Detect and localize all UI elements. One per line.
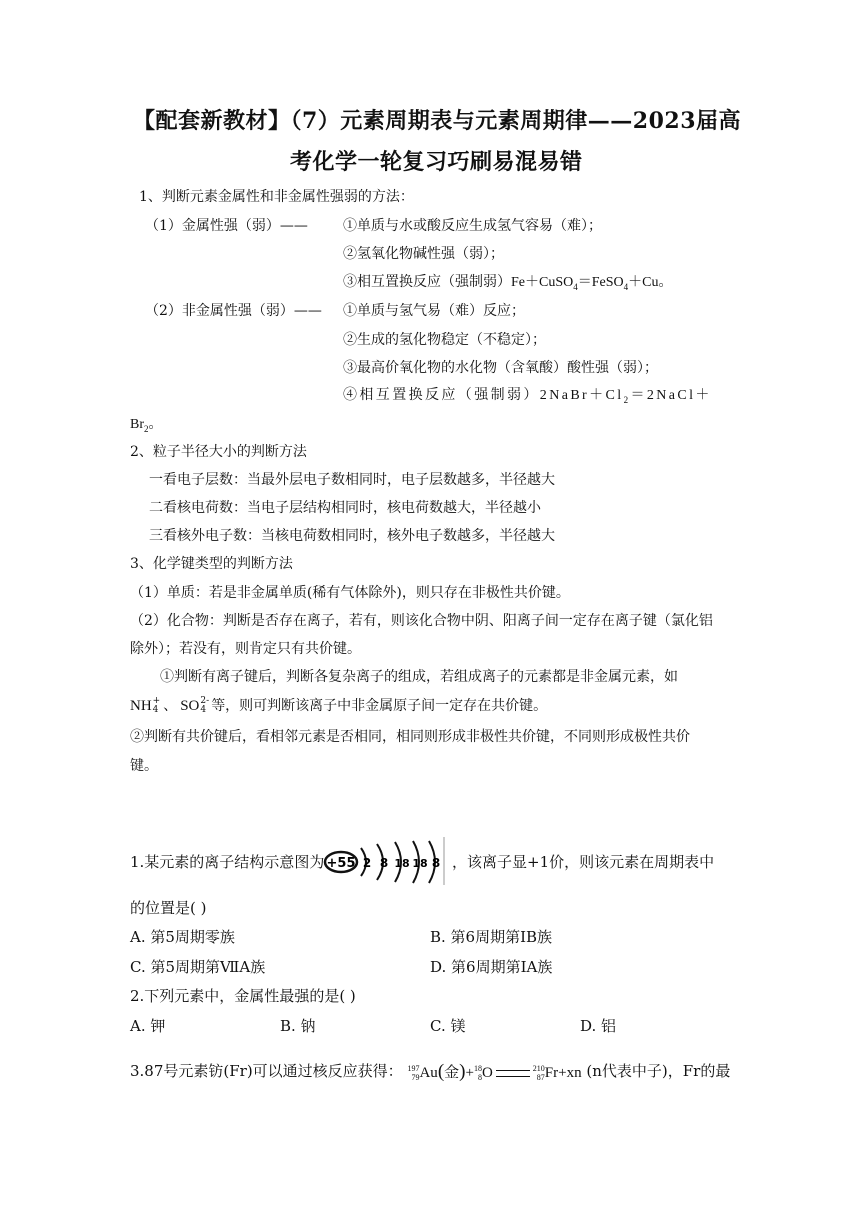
separator: 、 [163,698,178,714]
ion-structure-diagram [323,835,445,887]
q2-option-b[interactable]: B. 钠 [280,1017,316,1035]
q2-stem: 2.下列元素中，金属性最强的是( ) [130,987,356,1005]
q2-option-d[interactable]: D. 铝 [580,1017,617,1035]
nonmetal-item-4-prefix: ④相互置换反应（强制弱）2NaBr＋Cl [343,388,624,403]
radius-rule-2: 二看核电荷数：当电子层结构相同时，核电荷数越大，半径越小 [149,500,541,516]
shell-count-4: 18 [412,857,428,870]
q1-option-b[interactable]: B. 第6周期第ⅠB族 [430,928,553,946]
shell-count-5: 8 [431,856,441,870]
br-symbol: Br [130,417,144,432]
sulfate-symbol: SO [180,698,200,714]
q3-stem [130,1061,730,1083]
o-atomic-number: 8 [477,1073,482,1083]
bond-rule-3a: ①判断有离子键后，判断各复杂离子的组成，若组成离子的元素都是非金属元素，如 [160,669,678,685]
neutron-term: +xn [558,1064,582,1081]
title-line-2: 考化学一轮复习巧刷易混易错 [290,149,583,175]
radius-rule-3: 三看核外电子数：当核电荷数相同时，核外电子数越多，半径越大 [149,528,555,544]
q2-option-c[interactable]: C. 镁 [430,1017,466,1035]
charge-superscript: + [152,696,161,706]
q3-stem-a: 3.87号元素钫(Fr)可以通过核反应获得： [130,1062,403,1080]
subscript: 2 [623,394,631,405]
bond-rule-3b [130,697,547,715]
metal-item-3 [343,274,672,296]
fr-symbol: Fr [544,1064,559,1081]
bond-rule-4b: 键。 [130,758,158,774]
bond-rule-2a: （2）化合物：判断是否存在离子，若有，则该化合物中阴、阳离子间一定存在离子键（氯化铝 [130,613,713,629]
bond-rule-4a: ②判断有共价键后，看相邻元素是否相同，相同则形成非极性共价键，不同则形成极性共价 [130,729,690,745]
metal-label: （1）金属性强（弱）—— [145,218,308,234]
nonmetal-item-4 [343,387,712,409]
section-3-heading: 3、化学键类型的判断方法 [130,556,293,572]
metal-item-3-end: ＋Cu。 [628,275,673,290]
radius-rule-1: 一看电子层数：当最外层电子数相同时，电子层数越多，半径越大 [149,472,555,488]
nonmetal-item-4-mid: ＝2NaCl＋ [630,388,712,403]
au-mass-number: 197 [407,1064,420,1074]
fr-atomic-number: 87 [536,1073,545,1083]
title-line-1: 【配套新教材】（7）元素周期表与元素周期律——2023届高 [133,108,742,134]
bond-rule-3b-text: 等，则可判断该离子中非金属原子间一定存在共价键。 [211,698,548,714]
q1-option-c[interactable]: C. 第5周期第ⅦA族 [130,958,266,976]
bond-rule-2b: 除外）；若没有，则肯定只有共价键。 [130,641,361,657]
o-symbol: O [481,1064,493,1081]
shell-count-1: 2 [362,856,372,870]
count-subscript: 4 [200,705,207,715]
q2-option-a[interactable]: A. 钾 [130,1017,166,1035]
q1-stem-b: ，该离子显+1价，则该元素在周期表中 [452,853,715,871]
subscript: 4 [623,281,629,292]
section-1-heading: 1、判断元素金属性和非金属性强弱的方法： [139,189,414,205]
nuclear-equation: 197 79 Au(金)+ 18 8 O 210 87 Fr+xn [407,1060,582,1083]
au-symbol: Au [419,1064,438,1081]
nonmetal-item-1: ①单质与氢气易（难）反应； [343,303,525,319]
subscript: 2 [144,423,149,434]
period-mark: 。 [148,417,163,432]
q1-stem-c: 的位置是( ) [130,899,207,917]
nonmetal-item-2: ②生成的氢化物稳定（不稳定）； [343,332,546,348]
q3-stem-b: (n代表中子)，Fr的最 [586,1062,731,1080]
q1-option-a[interactable]: A. 第5周期零族 [130,928,235,946]
au-name: 金 [444,1064,460,1081]
metal-item-2: ②氢氧化物碱性强（弱）； [343,246,504,262]
charge-superscript: 2- [200,696,210,706]
reaction-arrow [496,1070,530,1077]
section-2-heading: 2、粒子半径大小的判断方法 [130,444,307,460]
nonmetal-item-4-cont [130,416,163,438]
q1-option-d[interactable]: D. 第6周期第ⅠA族 [430,958,553,976]
shell-count-2: 8 [379,856,389,870]
plus-sign: + [465,1064,474,1081]
o-mass-number: 18 [473,1064,482,1074]
count-subscript: 4 [152,705,159,715]
subscript: 4 [573,281,578,292]
au-atomic-number: 79 [411,1073,420,1083]
fr-mass-number: 210 [532,1064,545,1074]
bond-rule-1: （1）单质：若是非金属单质(稀有气体除外)，则只存在非极性共价键。 [130,585,570,601]
metal-item-3-prefix: ③相互置换反应（强制弱）Fe＋CuSO [343,275,574,290]
nonmetal-label: （2）非金属性强（弱）—— [145,303,322,319]
metal-item-3-mid: ＝FeSO [577,275,624,290]
nonmetal-item-3: ③最高价氧化物的水化物（含氧酸）酸性强（弱）； [343,360,658,376]
nucleus-charge: +55 [326,856,356,871]
ammonium-symbol: NH [130,698,152,714]
metal-item-1: ①单质与水或酸反应生成氢气容易（难）； [343,218,602,234]
q1-stem-a: 1.某元素的离子结构示意图为 [130,853,325,871]
shell-count-3: 18 [394,857,410,870]
